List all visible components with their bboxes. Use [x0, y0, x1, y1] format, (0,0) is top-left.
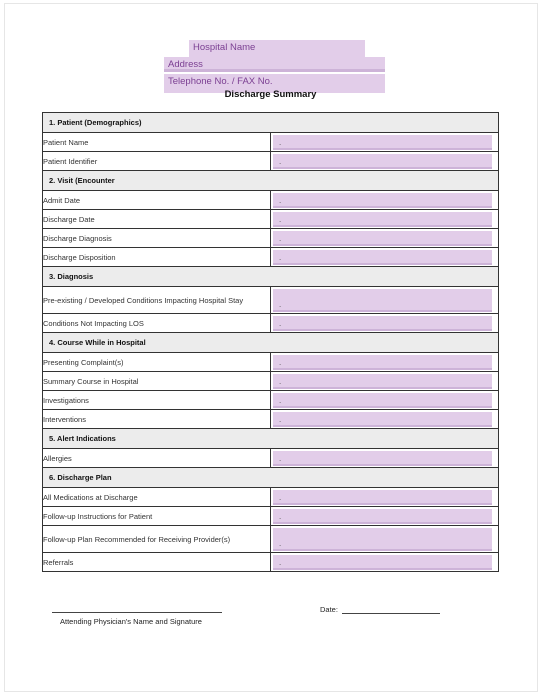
field-value-cell: [271, 553, 499, 572]
telephone-fax-field[interactable]: Telephone No. / FAX No.: [164, 74, 385, 93]
field-value-cell: [271, 410, 499, 429]
field-label: Investigations: [43, 391, 271, 410]
field-label: Discharge Diagnosis: [43, 229, 271, 248]
field-value-cell: [271, 507, 499, 526]
section-title: 2. Visit (Encounter: [43, 171, 499, 191]
field-label: Follow-up Plan Recommended for Receiving Provider(s): [43, 526, 271, 553]
field-value-cell: [271, 353, 499, 372]
form-row: [43, 191, 499, 210]
section-title: 5. Alert Indications: [43, 429, 499, 449]
section-header: [43, 429, 499, 449]
section-header: [43, 267, 499, 287]
field-value-cell: [271, 449, 499, 468]
section-title: 3. Diagnosis: [43, 267, 499, 287]
field-input[interactable]: .: [273, 412, 492, 427]
field-label: Patient Identifier: [43, 152, 271, 171]
form-row: [43, 507, 499, 526]
field-value-cell: [271, 372, 499, 391]
form-row: [43, 410, 499, 429]
form-row: [43, 287, 499, 314]
field-label: Summary Course in Hospital: [43, 372, 271, 391]
section-title: 4. Course While in Hospital: [43, 333, 499, 353]
field-value-cell: [271, 229, 499, 248]
field-value-cell: [271, 248, 499, 267]
form-row: [43, 526, 499, 553]
section-title: 1. Patient (Demographics): [43, 113, 499, 133]
signature-line[interactable]: [52, 612, 222, 613]
form-row: [43, 372, 499, 391]
field-input[interactable]: .: [273, 490, 492, 505]
field-label: Discharge Disposition: [43, 248, 271, 267]
field-value-cell: [271, 152, 499, 171]
form-row: [43, 553, 499, 572]
discharge-summary-table: [42, 112, 499, 572]
form-row: [43, 210, 499, 229]
field-label: Discharge Date: [43, 210, 271, 229]
section-header: [43, 113, 499, 133]
field-input[interactable]: .: [273, 393, 492, 408]
field-input[interactable]: .: [273, 250, 492, 265]
field-value-cell: [271, 133, 499, 152]
field-label: Presenting Complaint(s): [43, 353, 271, 372]
field-value-cell: [271, 191, 499, 210]
field-value-cell: [271, 314, 499, 333]
document-title: Discharge Summary: [224, 89, 317, 100]
field-input[interactable]: .: [273, 231, 492, 246]
form-row: [43, 248, 499, 267]
field-label: Admit Date: [43, 191, 271, 210]
field-input[interactable]: .: [273, 555, 492, 570]
section-header: [43, 171, 499, 191]
field-input[interactable]: .: [273, 528, 492, 551]
section-header: [43, 333, 499, 353]
field-label: All Medications at Discharge: [43, 488, 271, 507]
form-row: [43, 229, 499, 248]
field-label: Interventions: [43, 410, 271, 429]
form-row: [43, 488, 499, 507]
form-row: [43, 449, 499, 468]
field-label: Follow-up Instructions for Patient: [43, 507, 271, 526]
address-field[interactable]: Address: [164, 57, 385, 72]
field-input[interactable]: .: [273, 154, 492, 169]
field-input[interactable]: .: [273, 355, 492, 370]
field-input[interactable]: .: [273, 289, 492, 312]
field-value-cell: [271, 287, 499, 314]
field-input[interactable]: .: [273, 193, 492, 208]
field-value-cell: [271, 526, 499, 553]
date-label: Date:: [320, 605, 338, 614]
field-label: Allergies: [43, 449, 271, 468]
field-input[interactable]: .: [273, 374, 492, 389]
form-row: [43, 353, 499, 372]
field-value-cell: [271, 488, 499, 507]
field-input[interactable]: .: [273, 135, 492, 150]
field-value-cell: [271, 210, 499, 229]
field-label: Pre-existing / Developed Conditions Impacting Hospital Stay: [43, 287, 271, 314]
hospital-name-field[interactable]: Hospital Name: [189, 40, 365, 60]
field-input[interactable]: .: [273, 451, 492, 466]
signature-label: Attending Physician's Name and Signature: [60, 617, 202, 626]
field-label: Referrals: [43, 553, 271, 572]
date-line[interactable]: [342, 613, 440, 614]
section-title: 6. Discharge Plan: [43, 468, 499, 488]
form-row: [43, 314, 499, 333]
field-input[interactable]: .: [273, 212, 492, 227]
section-header: [43, 468, 499, 488]
form-row: [43, 391, 499, 410]
field-value-cell: [271, 391, 499, 410]
field-input[interactable]: .: [273, 316, 492, 331]
field-label: Conditions Not Impacting LOS: [43, 314, 271, 333]
field-label: Patient Name: [43, 133, 271, 152]
form-row: [43, 133, 499, 152]
field-input[interactable]: .: [273, 509, 492, 524]
form-row: [43, 152, 499, 171]
